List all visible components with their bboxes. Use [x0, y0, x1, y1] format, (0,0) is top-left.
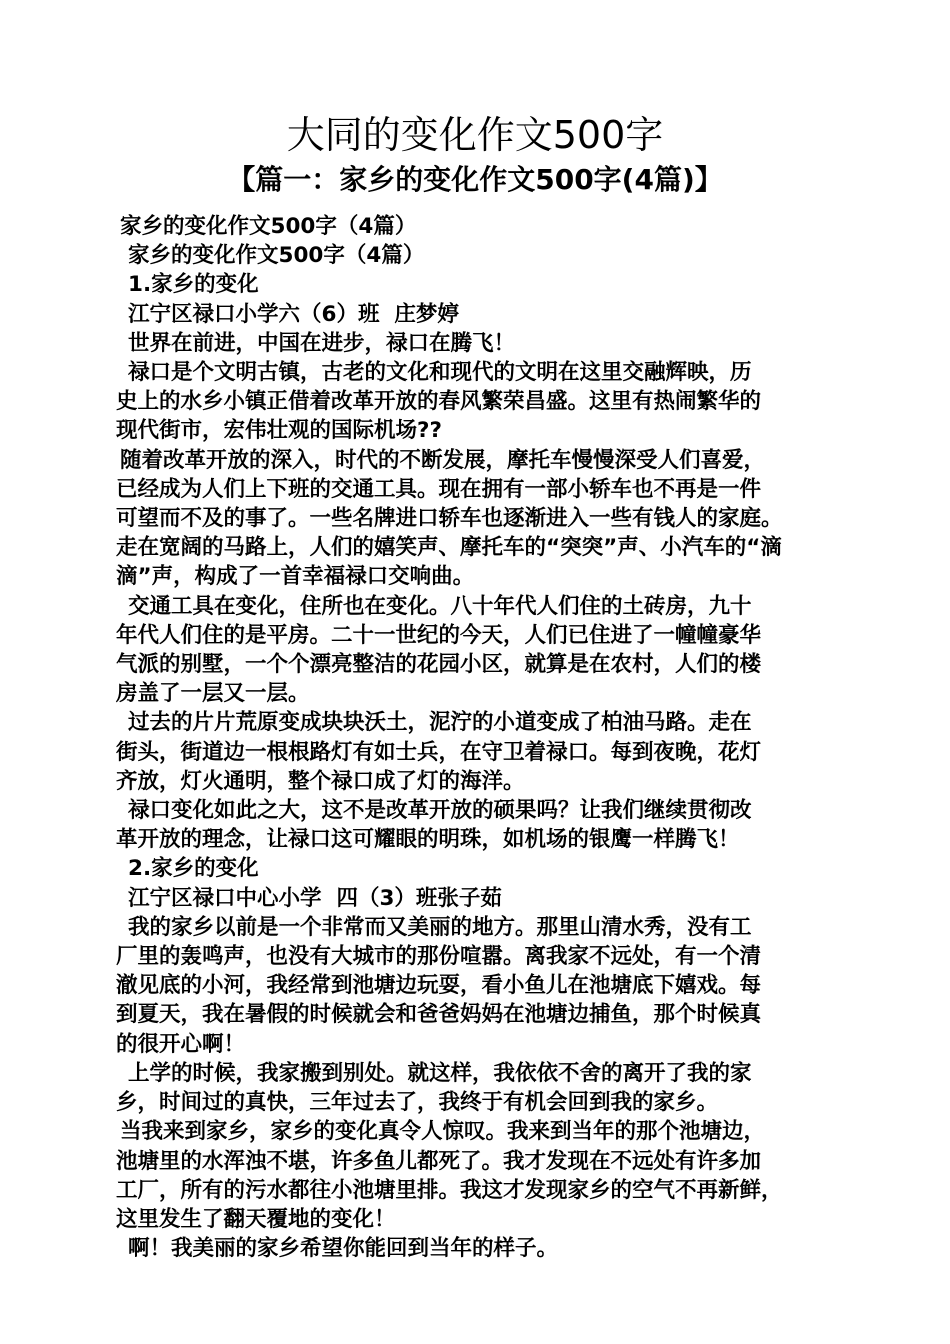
body-line: 街头，街道边一根根路灯有如士兵，在守卫着禄口。每到夜晚，花灯 [116, 739, 762, 765]
body-line: 啊！我美丽的家乡希望你能回到当年的样子。 [128, 1236, 559, 1262]
body-line: 禄口变化如此之大，这不是改革开放的硕果吗？让我们继续贯彻改 [128, 798, 752, 824]
body-line: 家乡的变化作文500字（4篇） [120, 214, 417, 239]
body-line: 过去的片片荒原变成块块沃土，泥泞的小道变成了柏油马路。走在 [128, 710, 752, 736]
body-line: 这里发生了翻天覆地的变化！ [116, 1206, 396, 1232]
body-line: 厂里的轰鸣声，也没有大城市的那份喧嚣。离我家不远处，有一个清 [116, 944, 762, 970]
body-line: 已经成为人们上下班的交通工具。现在拥有一部小轿车也不再是一件 [116, 476, 762, 502]
body-line: 上学的时候，我家搬到别处。就这样，我依依不舍的离开了我的家 [128, 1060, 752, 1086]
document-title: 大同的变化作文500字 [286, 113, 664, 157]
body-line: 到夏天，我在暑假的时候就会和爸爸妈妈在池塘边捕鱼，那个时候真 [116, 1002, 762, 1028]
body-line: 2.家乡的变化 [128, 856, 259, 882]
body-line: 交通工具在变化，住所也在变化。八十年代人们住的土砖房，九十 [128, 593, 752, 619]
body-line: 乡，时间过的真快，三年过去了，我终于有机会回到我的家乡。 [116, 1090, 719, 1116]
body-line: 工厂，所有的污水都往小池塘里排。我这才发现家乡的空气不再新鲜， [116, 1177, 783, 1203]
body-line: 我的家乡以前是一个非常而又美丽的地方。那里山清水秀，没有工 [128, 914, 752, 940]
body-line: 澈见底的小河，我经常到池塘边玩耍，看小鱼儿在池塘底下嬉戏。每 [116, 973, 762, 999]
body-line: 禄口是个文明古镇，古老的文化和现代的文明在这里交融辉映，历 [128, 360, 752, 386]
body-line: 江宁区禄口小学六（6）班 庄梦婷 [128, 301, 459, 327]
body-line: 可望而不及的事了。一些名牌进口轿车也逐渐进入一些有钱人的家庭。 [116, 506, 783, 532]
body-line: 年代人们住的是平房。二十一世纪的今天，人们已住进了一幢幢豪华 [116, 622, 762, 648]
body-line: 家乡的变化作文500字（4篇） [128, 243, 425, 269]
body-line: 走在宽阔的马路上，人们的嬉笑声、摩托车的“突突”声、小汽车的“滴 [116, 535, 782, 561]
body-line: 齐放，灯火通明，整个禄口成了灯的海洋。 [116, 768, 525, 794]
body-line: 池塘里的水浑浊不堪，许多鱼儿都死了。我才发现在不远处有许多加 [116, 1148, 762, 1174]
body-line: 气派的别墅，一个个漂亮整洁的花园小区，就算是在农村，人们的楼 [116, 652, 762, 678]
body-line: 史上的水乡小镇正借着改革开放的春风繁荣昌盛。这里有热闹繁华的 [116, 389, 762, 415]
body-line: 现代街市，宏伟壮观的国际机场?? [116, 418, 442, 444]
document-body [116, 212, 846, 1263]
body-line: 江宁区禄口中心小学 四（3）班张子茹 [128, 885, 502, 911]
body-line: 当我来到家乡，家乡的变化真令人惊叹。我来到当年的那个池塘边， [120, 1119, 766, 1145]
document-subtitle: 【篇一：家乡的变化作文500字(4篇)】 [227, 163, 723, 196]
body-line: 世界在前进，中国在进步，禄口在腾飞！ [128, 330, 516, 356]
body-line: 1.家乡的变化 [128, 272, 259, 298]
body-line: 的很开心啊！ [116, 1031, 246, 1057]
body-line: 滴”声，构成了一首幸福禄口交响曲。 [116, 564, 475, 590]
body-line: 房盖了一层又一层。 [116, 681, 310, 707]
body-line: 随着改革开放的深入，时代的不断发展，摩托车慢慢深受人们喜爱， [120, 447, 766, 473]
body-line: 革开放的理念，让禄口这可耀眼的明珠，如机场的银鹰一样腾飞！ [116, 827, 740, 853]
